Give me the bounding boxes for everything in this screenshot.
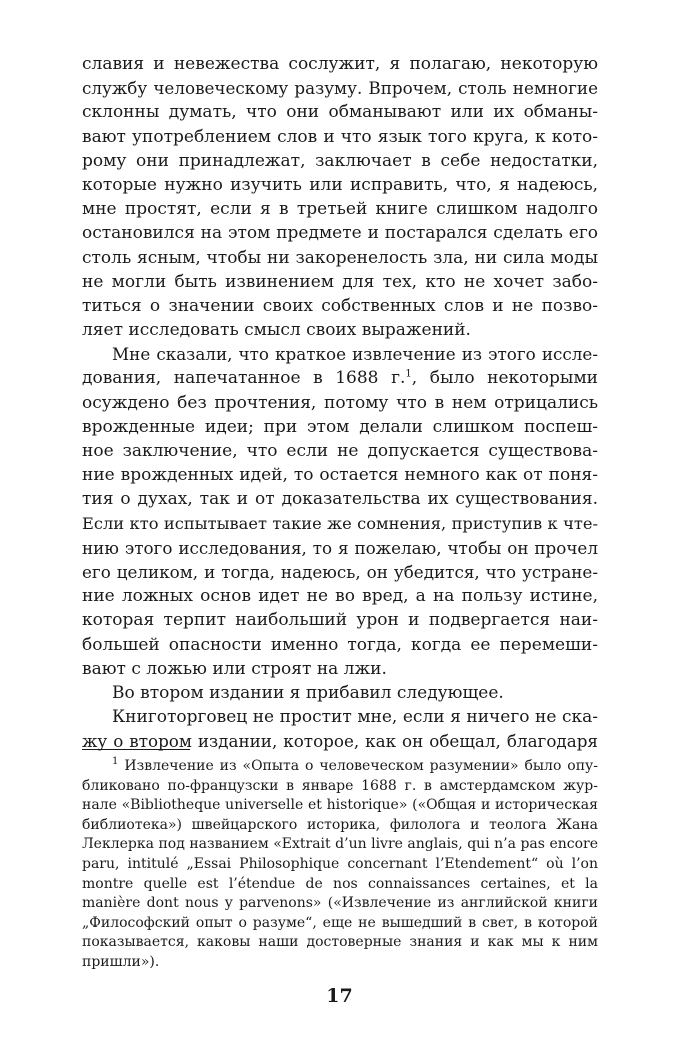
text-fragment: дования, напечатанное в 1688 г. [82,368,406,389]
text-line: столь ясным, чтобы ни закоренелость зла, ни сила моды [82,247,598,268]
text-line: тия о духах, так и от доказательства их существования. [82,489,598,510]
text-line: вают с ложью или строят на лжи. [82,658,387,679]
footnote-line: „Философский опыт о разуме“, еще не вышедший в свет, в которой [82,914,598,931]
footnote-line: пришли»). [82,953,160,970]
text-line: вают употреблением слов и что язык того круга, к кото- [82,126,598,147]
text-line: славия и невежества сослужит, я полагаю, некоторую [82,54,598,74]
footnote-line: бликовано по-французски в январе 1688 г. в амстердамском жур- [82,777,598,794]
footnote-line: manière dont nous y parvenons» («Извлечение из английской книги [82,895,598,912]
text-line: нию этого исследования, то я пожелаю, чтобы он прочел [82,537,598,558]
footnote-line: нале «Bibliotheque universelle et historique» («Общая и историческая [82,797,598,814]
footnote-line: montre quelle est l’étendue de nos connaissances certaines, et la [82,875,598,892]
text-line: Книготорговец не простит мне, если я ничего не ска- [112,707,598,728]
text-line: рому они принадлежат, заключает в себе недостатки, [82,150,598,171]
text-line: склонны думать, что они обманывают или их обманы- [82,102,598,123]
text-line: ние врожденных идей, то остается немного как от поня- [82,465,598,486]
text-line: остановился на этом предмете и постарался сделать его [82,223,598,244]
text-line: Если кто испытывает такие же сомнения, приступив к чте- [82,513,598,533]
text-line: большей опасности именно тогда, когда ее перемеши- [82,634,598,655]
text-fragment: , было некоторыми [411,368,599,389]
text-line: которая терпит наибольший урон и подвергается наи- [82,610,598,631]
text-line: ляет исследовать смысл своих выражений. [82,320,471,341]
text-fragment: Извлечение из «Опыта о человеческом разумении» было опу- [124,758,598,774]
footnote-line: paru, intitulé „Essai Philosophique concernant l’Etendement“ où l’on [82,855,598,872]
text-line: его целиком, и тогда, надеюсь, он убедится, что устране- [82,561,598,582]
text-line: Мне сказали, что краткое извлечение из этого иссле- [112,344,598,365]
footnote-marker: 1 [112,756,119,768]
text-line: мне простят, если я в третьей книге слишком надолго [82,199,598,220]
text-line: врожденные идеи; при этом делали слишком поспеш- [82,416,598,437]
text-line: ное заключение, что если не допускается существова- [82,441,598,461]
footnote-line: показывается, каковы наши достоверные знания и как мы к ним [82,934,598,951]
footnote-reference[interactable]: 1 [405,368,412,380]
text-line: не могли быть извинением для тех, кто не хочет забо- [82,271,598,292]
text-line: титься о значении своих собственных слов и не позво- [82,295,598,316]
page-number: 17 [326,985,353,1007]
text-line: ние ложных основ идет не во вред, а на пользу истине, [82,586,598,607]
text-line: Во втором издании я прибавил следующее. [112,682,504,703]
text-line-with-footnote-ref [82,366,598,390]
footnote [82,757,598,973]
main-text [82,52,598,753]
footnote-line: Леклерка под названием «Extrait d’un livre anglais, qui n’a pas encore [82,836,598,853]
footnote-divider [82,749,190,750]
text-line: жу о втором издании, которое, как он обещал, благодаря [82,731,598,752]
text-line: осуждено без прочтения, потому что в нем отрицались [82,392,598,413]
text-line: которые нужно изучить или исправить, что, я надеюсь, [82,174,598,195]
footnote-line: библиотека») швейцарского историка, филолога и теолога Жана [82,816,598,833]
footnote-line [82,757,598,777]
text-line: службу человеческому разуму. Впрочем, столь немногие [82,78,598,99]
